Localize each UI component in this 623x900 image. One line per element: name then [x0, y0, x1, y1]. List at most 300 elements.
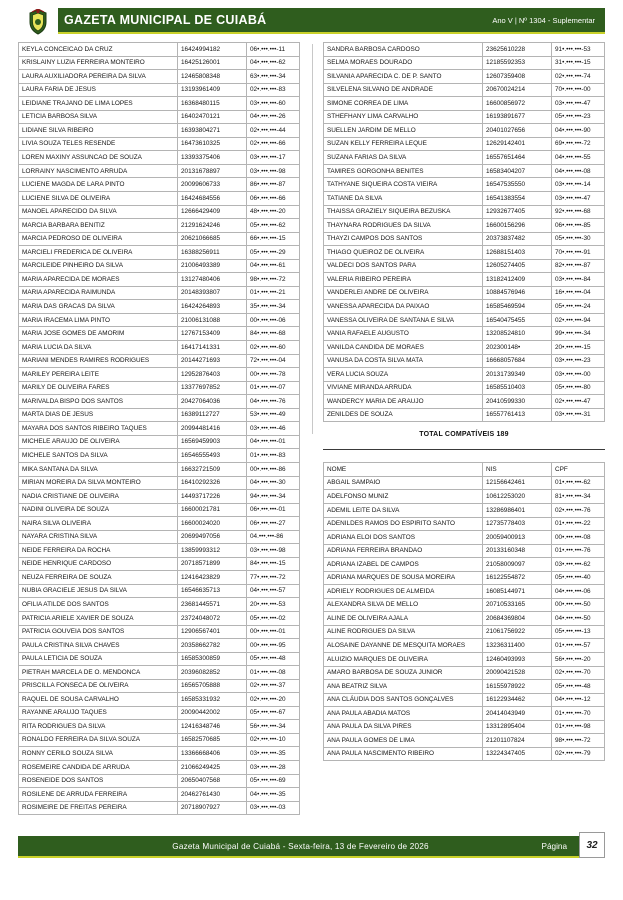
- cell-name: THAYZI CAMPOS DOS SANTOS: [324, 232, 483, 246]
- table-row: [324, 395, 605, 409]
- cell-nis: 16122934462: [483, 693, 552, 707]
- cell-name: SUZAN KELLY FERREIRA LEQUE: [324, 137, 483, 151]
- right-bottom-table-body: [324, 463, 605, 761]
- cell-cpf: 00•.•••.•••-95: [247, 639, 300, 653]
- left-column: [18, 42, 300, 815]
- cell-nis: 20358662782: [178, 639, 247, 653]
- cell-name: MAYARA DOS SANTOS RIBEIRO TAQUES: [19, 422, 178, 436]
- table-row: [19, 462, 300, 476]
- cell-cpf: 04•.•••.•••-06: [552, 585, 605, 599]
- cell-name: LETICIA BARBOSA SILVA: [19, 110, 178, 124]
- cell-name: RAQUEL DE SOUSA CARVALHO: [19, 693, 178, 707]
- cell-nis: 12952876403: [178, 368, 247, 382]
- cell-cpf: 06•.•••.•••-11: [247, 43, 300, 57]
- page-label: Página: [541, 842, 567, 851]
- cell-cpf: 70•.•••.•••-00: [552, 83, 605, 97]
- cell-name: MIKA SANTANA DA SILVA: [19, 462, 178, 476]
- table-row: [19, 557, 300, 571]
- cell-nis: 12185592353: [483, 56, 552, 70]
- table-row: [324, 666, 605, 680]
- table-row: [19, 408, 300, 422]
- cell-cpf: 56•.•••.•••-20: [552, 652, 605, 666]
- cell-name: KEYLA CONCEICAO DA CRUZ: [19, 43, 178, 57]
- cell-cpf: 77•.•••.•••-72: [247, 571, 300, 585]
- cell-name: MARCIA BARBARA BENITIZ: [19, 219, 178, 233]
- cell-cpf: 06•.•••.•••-27: [247, 517, 300, 531]
- cell-nis: 20699497056: [178, 530, 247, 544]
- cell-name: LUCIENE MAGDA DE LARA PINTO: [19, 178, 178, 192]
- cell-cpf: 05•.•••.•••-48: [247, 652, 300, 666]
- cell-name: ABGAIL SAMPAIO: [324, 476, 483, 490]
- cell-cpf: 01•.•••.•••-07: [247, 381, 300, 395]
- cell-nis: 12460493993: [483, 652, 552, 666]
- cell-nis: 13859993312: [178, 544, 247, 558]
- cell-nis: 16600856972: [483, 97, 552, 111]
- cell-cpf: 01•.•••.•••-57: [552, 639, 605, 653]
- cell-cpf: 31•.•••.•••-15: [552, 56, 605, 70]
- cell-nis: 16410292326: [178, 476, 247, 490]
- cell-nis: 12932677405: [483, 205, 552, 219]
- cell-name: ADEMIL LEITE DA SILVA: [324, 503, 483, 517]
- cell-cpf: 86•.•••.•••-87: [247, 178, 300, 192]
- cell-nis: 12688151403: [483, 246, 552, 260]
- cell-cpf: 04•.•••.•••-35: [247, 788, 300, 802]
- cell-nis: 12416423829: [178, 571, 247, 585]
- cell-nis: 12666429409: [178, 205, 247, 219]
- cell-cpf: 01•.•••.•••-21: [247, 286, 300, 300]
- cell-cpf: 03•.•••.•••-28: [247, 760, 300, 774]
- cell-cpf: 03•.•••.•••-60: [247, 97, 300, 111]
- cell-name: ADRIELY RODRIGUES DE ALMEIDA: [324, 585, 483, 599]
- table-row: [19, 490, 300, 504]
- cell-name: WANDERCY MARIA DE ARAUJO: [324, 395, 483, 409]
- table-row: [324, 70, 605, 84]
- cell-nis: 13224347405: [483, 747, 552, 761]
- cell-nis: 12605274405: [483, 259, 552, 273]
- table-header-row: [324, 463, 605, 477]
- cell-cpf: 03•.•••.•••-23: [552, 354, 605, 368]
- cell-cpf: 63•.•••.•••-34: [247, 70, 300, 84]
- cell-cpf: 05•.•••.•••-40: [552, 571, 605, 585]
- cell-name: RONNY CERILO SOUZA SILVA: [19, 747, 178, 761]
- cell-cpf: 04•.•••.•••-26: [247, 110, 300, 124]
- table-row: [324, 43, 605, 57]
- cell-nis: 16583404207: [483, 164, 552, 178]
- cell-nis: 13377697852: [178, 381, 247, 395]
- table-row: [324, 219, 605, 233]
- table-row: [19, 232, 300, 246]
- cell-cpf: 01•.•••.•••-22: [552, 517, 605, 531]
- table-row: [324, 693, 605, 707]
- cell-name: MARILEY PEREIRA LEITE: [19, 368, 178, 382]
- table-row: [19, 164, 300, 178]
- table-row: [19, 341, 300, 355]
- cell-name: LAURA AUXILIADORA PEREIRA DA SILVA: [19, 70, 178, 84]
- table-row: [19, 611, 300, 625]
- right-top-table-body: [324, 43, 605, 422]
- cell-name: SELMA MORAES DOURADO: [324, 56, 483, 70]
- table-row: [19, 774, 300, 788]
- table-row: [324, 341, 605, 355]
- table-row: [324, 178, 605, 192]
- cell-cpf: 82•.•••.•••-87: [552, 259, 605, 273]
- cell-name: MARIA JOSE GOMES DE AMORIM: [19, 327, 178, 341]
- cell-nis: 21058009097: [483, 558, 552, 572]
- beneficiaries-table-right-top: [323, 42, 605, 422]
- table-row: [324, 503, 605, 517]
- table-row: [324, 544, 605, 558]
- cell-name: VERA LUCIA SOUZA: [324, 368, 483, 382]
- table-row: [19, 598, 300, 612]
- cell-name: MARILY DE OLIVEIRA FARES: [19, 381, 178, 395]
- cell-cpf: 04•.•••.•••-55: [552, 151, 605, 165]
- cell-nis: 20718571899: [178, 557, 247, 571]
- table-row: [324, 368, 605, 382]
- cell-nis: 13393375406: [178, 151, 247, 165]
- cell-cpf: 53•.•••.•••-49: [247, 408, 300, 422]
- cell-name: PRISCILLA FONSECA DE OLIVEIRA: [19, 679, 178, 693]
- cell-cpf: 04•.•••.•••-61: [247, 259, 300, 273]
- cell-name: MARCILEIDE PINHEIRO DA SILVA: [19, 259, 178, 273]
- cell-nis: 21006493389: [178, 259, 247, 273]
- cell-name: ALOSAINE DAYANNE DE MESQUITA MORAES: [324, 639, 483, 653]
- cell-cpf: 02•.•••.•••-74: [552, 70, 605, 84]
- table-row: [19, 435, 300, 449]
- cell-name: ROSENEIDE DOS SANTOS: [19, 774, 178, 788]
- cell-cpf: 01•.•••.•••-98: [552, 720, 605, 734]
- cell-name: SUELLEN JARDIM DE MELLO: [324, 124, 483, 138]
- cell-nis: 16600024020: [178, 517, 247, 531]
- cell-nis: 13208524810: [483, 327, 552, 341]
- cell-name: MARIVALDA BISPO DOS SANTOS: [19, 395, 178, 409]
- table-row: [324, 490, 605, 504]
- table-row: [19, 124, 300, 138]
- cell-cpf: 81•.•••.•••-34: [552, 490, 605, 504]
- cell-cpf: 05•.•••.•••-67: [247, 706, 300, 720]
- cell-name: TATHYANE SIQUEIRA COSTA VIEIRA: [324, 178, 483, 192]
- cell-nis: 16585469594: [483, 300, 552, 314]
- table-row: [324, 246, 605, 260]
- table-row: [19, 571, 300, 585]
- cell-nis: 16193891677: [483, 110, 552, 124]
- cell-nis: 23681445571: [178, 598, 247, 612]
- cell-name: RITA RODRIGUES DA SILVA: [19, 720, 178, 734]
- table-row: [324, 354, 605, 368]
- cell-name: MIRIAN MOREIRA DA SILVA MONTEIRO: [19, 476, 178, 490]
- cell-name: ANA PAULA NASCIMENTO RIBEIRO: [324, 747, 483, 761]
- table-row: [19, 666, 300, 680]
- table-row: [324, 720, 605, 734]
- cell-name: MICHELE SANTOS DA SILVA: [19, 449, 178, 463]
- cell-name: NAIRA SILVA OLIVEIRA: [19, 517, 178, 531]
- cell-name: MARIA APARECIDA DE MORAES: [19, 273, 178, 287]
- cell-name: NAYARA CRISTINA SILVA: [19, 530, 178, 544]
- cell-cpf: 98•.•••.•••-72: [552, 734, 605, 748]
- cell-name: MARIANI MENDES RAMIRES RODRIGUES: [19, 354, 178, 368]
- cell-name: LOREN MAXINY ASSUNCAO DE SOUZA: [19, 151, 178, 165]
- cell-nis: 12906567401: [178, 625, 247, 639]
- cell-cpf: 02•.•••.•••-66: [247, 137, 300, 151]
- cell-name: THAISSA GRAZIELY SIQUEIRA BEZUSKA: [324, 205, 483, 219]
- cell-cpf: 02•.•••.•••-10: [247, 733, 300, 747]
- cell-nis: 20090442002: [178, 706, 247, 720]
- cell-nis: 13236311400: [483, 639, 552, 653]
- cell-name: VALERIA RIBEIRO PEREIRA: [324, 273, 483, 287]
- cell-name: NEUZA FERREIRA DE SOUZA: [19, 571, 178, 585]
- cell-nis: 16546555493: [178, 449, 247, 463]
- cell-nis: 13182412409: [483, 273, 552, 287]
- table-row: [19, 43, 300, 57]
- cell-nis: 20090421528: [483, 666, 552, 680]
- cell-cpf: 01•.•••.•••-76: [552, 544, 605, 558]
- cell-name: LUCIENE SILVA DE OLIVEIRA: [19, 192, 178, 206]
- cell-nis: 16632721509: [178, 462, 247, 476]
- cell-nis: 16569459903: [178, 435, 247, 449]
- table-row: [19, 273, 300, 287]
- cell-nis: 16547535550: [483, 178, 552, 192]
- cell-cpf: 03•.•••.•••-84: [552, 273, 605, 287]
- cell-name: AMARO BARBOSA DE SOUZA JUNIOR: [324, 666, 483, 680]
- cell-cpf: 00•.•••.•••-50: [552, 598, 605, 612]
- cell-cpf: 00•.•••.•••-06: [247, 313, 300, 327]
- table-row: [324, 381, 605, 395]
- cell-nis: 20131678897: [178, 164, 247, 178]
- cell-nis: 12416348746: [178, 720, 247, 734]
- table-row: [324, 273, 605, 287]
- cell-cpf: 06•.•••.•••-85: [552, 219, 605, 233]
- cell-cpf: 01•.•••.•••-70: [552, 707, 605, 721]
- cell-nis: 16668057684: [483, 354, 552, 368]
- cell-cpf: 03•.•••.•••-46: [247, 422, 300, 436]
- cell-cpf: 02•.•••.•••-70: [552, 666, 605, 680]
- coat-of-arms-icon: [18, 6, 58, 38]
- cell-name: ROSILENE DE ARRUDA FERREIRA: [19, 788, 178, 802]
- cell-name: ZENILDES DE SOUZA: [324, 408, 483, 422]
- cell-nis: 10612253020: [483, 490, 552, 504]
- cell-name: ANA BEATRIZ SILVA: [324, 680, 483, 694]
- cell-name: VANESSA OLIVEIRA DE SANTANA E SILVA: [324, 313, 483, 327]
- table-row: [19, 368, 300, 382]
- cell-nis: 12156642461: [483, 476, 552, 490]
- cell-cpf: 48•.•••.•••-20: [247, 205, 300, 219]
- cell-nis: 16368480115: [178, 97, 247, 111]
- cell-nis: 13312895404: [483, 720, 552, 734]
- cell-cpf: 05•.•••.•••-80: [552, 381, 605, 395]
- cell-nis: 21291624246: [178, 219, 247, 233]
- cell-nis: 16546635713: [178, 584, 247, 598]
- column-header-nome: NOME: [324, 463, 483, 477]
- cell-nis: 16424684556: [178, 192, 247, 206]
- table-row: [324, 97, 605, 111]
- cell-name: PAULA LETICIA DE SOUZA: [19, 652, 178, 666]
- table-row: [324, 313, 605, 327]
- cell-cpf: 56•.•••.•••-34: [247, 720, 300, 734]
- table-row: [324, 639, 605, 653]
- cell-nis: 16600021781: [178, 503, 247, 517]
- cell-name: VANIA RAFAELE AUGUSTO: [324, 327, 483, 341]
- cell-name: PATRICIA GOUVEIA DOS SANTOS: [19, 625, 178, 639]
- cell-cpf: 91•.•••.•••-53: [552, 43, 605, 57]
- cell-name: MARIA APARECIDA RAIMUNDA: [19, 286, 178, 300]
- cell-cpf: 04•.•••.•••-62: [247, 56, 300, 70]
- beneficiaries-table-left: [18, 42, 300, 815]
- cell-name: SUZANA FARIAS DA SILVA: [324, 151, 483, 165]
- cell-cpf: 02•.•••.•••-20: [247, 693, 300, 707]
- cell-name: ANA PAULA ABADIA MATOS: [324, 707, 483, 721]
- cell-name: ALEXANDRA SILVA DE MELLO: [324, 598, 483, 612]
- cell-cpf: 03•.•••.•••-31: [552, 408, 605, 422]
- footer-bar: [18, 836, 583, 858]
- cell-nis: 16424264893: [178, 300, 247, 314]
- beneficiaries-table-right-bottom: [323, 462, 605, 761]
- table-row: [324, 83, 605, 97]
- page-number-box: 32: [579, 832, 605, 858]
- cell-name: MICHELE ARAUJO DE OLIVEIRA: [19, 435, 178, 449]
- cell-cpf: 01•.•••.•••-83: [247, 449, 300, 463]
- table-row: [19, 544, 300, 558]
- table-row: [324, 585, 605, 599]
- cell-nis: 20144271693: [178, 354, 247, 368]
- table-row: [19, 449, 300, 463]
- cell-nis: 20401027656: [483, 124, 552, 138]
- left-table-body: [19, 43, 300, 815]
- cell-name: VIVIANE MIRANDA ARRUDA: [324, 381, 483, 395]
- table-row: [324, 517, 605, 531]
- cell-nis: 13366668406: [178, 747, 247, 761]
- cell-cpf: 04•.•••.•••-76: [247, 395, 300, 409]
- cell-nis: 16557651464: [483, 151, 552, 165]
- cell-nis: 20133160348: [483, 544, 552, 558]
- cell-name: THAYNARA RODRIGUES DA SILVA: [324, 219, 483, 233]
- cell-nis: 16402470121: [178, 110, 247, 124]
- column-header-nis: NIS: [483, 463, 552, 477]
- cell-nis: 21061756922: [483, 625, 552, 639]
- table-row: [324, 151, 605, 165]
- cell-nis: 16417141331: [178, 341, 247, 355]
- cell-nis: 16585300859: [178, 652, 247, 666]
- cell-name: ALINE DE OLIVEIRA AJALA: [324, 612, 483, 626]
- right-column: [323, 42, 605, 761]
- cell-cpf: 66•.•••.•••-15: [247, 232, 300, 246]
- table-row: [324, 598, 605, 612]
- table-row: [324, 164, 605, 178]
- cell-nis: 16557761413: [483, 408, 552, 422]
- cell-cpf: 01•.•••.•••-62: [552, 476, 605, 490]
- table-row: [324, 124, 605, 138]
- cell-name: LEIDIANE TRAJANO DE LIMA LOPES: [19, 97, 178, 111]
- cell-name: LIDIANE SILVA RIBEIRO: [19, 124, 178, 138]
- cell-nis: 16085144971: [483, 585, 552, 599]
- cell-cpf: 02•.•••.•••-37: [247, 679, 300, 693]
- cell-nis: 20684369804: [483, 612, 552, 626]
- cell-cpf: 72•.•••.•••-04: [247, 354, 300, 368]
- table-row: [19, 788, 300, 802]
- cell-nis: 16541383554: [483, 192, 552, 206]
- cell-nis: 12629142401: [483, 137, 552, 151]
- cell-cpf: 04•.•••.•••-12: [552, 693, 605, 707]
- page-title: GAZETA MUNICIPAL DE CUIABÁ: [64, 13, 267, 27]
- table-row: [324, 286, 605, 300]
- cell-name: ADENILDES RAMOS DO ESPIRITO SANTO: [324, 517, 483, 531]
- table-row: [324, 110, 605, 124]
- cell-nis: 13127480406: [178, 273, 247, 287]
- cell-cpf: 02•.•••.•••-83: [247, 83, 300, 97]
- cell-cpf: 70•.•••.•••-91: [552, 246, 605, 260]
- table-row: [19, 503, 300, 517]
- cell-cpf: 02•.•••.•••-94: [552, 313, 605, 327]
- cell-nis: 16155978922: [483, 680, 552, 694]
- cell-name: VALDECI DOS SANTOS PARA: [324, 259, 483, 273]
- cell-nis: 12735778403: [483, 517, 552, 531]
- cell-cpf: 03•.•••.•••-17: [247, 151, 300, 165]
- cell-name: VANESSA APARECIDA DA PAIXAO: [324, 300, 483, 314]
- cell-name: VANDERLEI ANDRE DE OLIVEIRA: [324, 286, 483, 300]
- table-row: [19, 110, 300, 124]
- cell-nis: 16585331932: [178, 693, 247, 707]
- cell-nis: 14493717226: [178, 490, 247, 504]
- cell-cpf: 02•.•••.•••-76: [552, 503, 605, 517]
- cell-cpf: 00•.•••.•••-01: [247, 625, 300, 639]
- cell-name: LIVIA SOUZA TELES RESENDE: [19, 137, 178, 151]
- cell-nis: 20718907927: [178, 801, 247, 815]
- cell-cpf: 05•.•••.•••-02: [247, 611, 300, 625]
- cell-cpf: 03•.•••.•••-14: [552, 178, 605, 192]
- cell-name: ADRIANA IZABEL DE CAMPOS: [324, 558, 483, 572]
- cell-cpf: 00•.•••.•••-86: [247, 462, 300, 476]
- section-rule: [323, 449, 605, 450]
- cell-cpf: 00•.•••.•••-08: [552, 531, 605, 545]
- cell-cpf: 99•.•••.•••-34: [552, 327, 605, 341]
- table-row: [324, 56, 605, 70]
- table-row: [19, 83, 300, 97]
- cell-name: VANUSA DA COSTA SILVA MATA: [324, 354, 483, 368]
- table-row: [19, 639, 300, 653]
- cell-cpf: 69•.•••.•••-72: [552, 137, 605, 151]
- cell-name: ANA PAULA GOMES DE LIMA: [324, 734, 483, 748]
- table-row: [19, 178, 300, 192]
- page-footer: [18, 836, 605, 860]
- table-row: [19, 313, 300, 327]
- table-row: [19, 354, 300, 368]
- cell-name: PIETRAH MARCELA DE O. MENDONCA: [19, 666, 178, 680]
- cell-cpf: 03•.•••.•••-47: [552, 97, 605, 111]
- cell-nis: 21006131088: [178, 313, 247, 327]
- cell-nis: 20427064036: [178, 395, 247, 409]
- table-row: [324, 571, 605, 585]
- page-masthead: [18, 8, 605, 36]
- cell-cpf: 02•.•••.•••-47: [552, 395, 605, 409]
- table-row: [324, 137, 605, 151]
- cell-nis: 16582570685: [178, 733, 247, 747]
- cell-name: SIMONE CORREA DE LIMA: [324, 97, 483, 111]
- cell-name: MARIA IRACEMA LIMA PINTO: [19, 313, 178, 327]
- cell-nis: 20099606733: [178, 178, 247, 192]
- table-row: [19, 192, 300, 206]
- cell-cpf: 04•.•••.•••-01: [247, 435, 300, 449]
- table-row: [19, 625, 300, 639]
- cell-cpf: 06•.•••.•••-01: [247, 503, 300, 517]
- table-row: [19, 137, 300, 151]
- cell-cpf: 05•.•••.•••-30: [552, 232, 605, 246]
- column-header-cpf: CPF: [552, 463, 605, 477]
- table-row: [19, 327, 300, 341]
- cell-cpf: 03•.•••.•••-98: [247, 544, 300, 558]
- table-row: [324, 652, 605, 666]
- cell-cpf: 84•.•••.•••-15: [247, 557, 300, 571]
- table-row: [324, 707, 605, 721]
- table-row: [19, 679, 300, 693]
- cell-nis: 16389112727: [178, 408, 247, 422]
